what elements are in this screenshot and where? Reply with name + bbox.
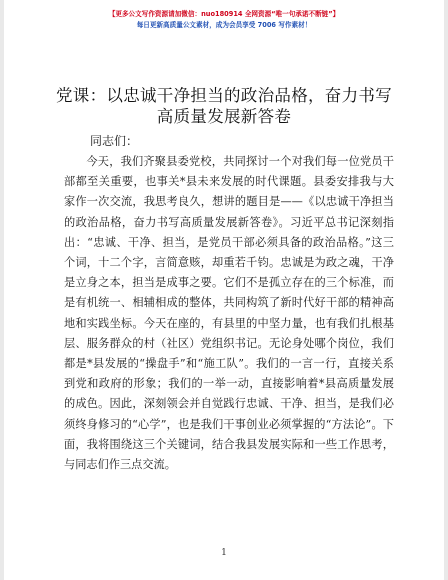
document-page [4,0,444,580]
page-number: 1 [221,548,227,558]
document-title-line2: 高质量发展新答卷 [156,107,292,126]
promo-banner-line1: 【更多公文写作资源请加微信：nuo180914 全网资源“唯一句承诺不断链”】 [108,10,340,18]
document-body [64,152,394,475]
document-title-line1: 党课：以忠诚干净担当的政治品格，奋力书写 [56,86,392,105]
promo-banner-line2: 每日更新高质量公文素材，成为会员享受 7006 写作素材！ [136,21,312,29]
salutation: 同志们： [90,134,139,148]
body-paragraph: 今天，我们齐聚县委党校，共同探讨一个对我们每一位党员干部都至关重要，也事关*县未来发展的时代课题。县委安排我与大家作一次交流，我思考良久，想讲的题目是——《以忠诚干净担当的政治品格，奋力书写高质量发展新答卷》。习近平总书记深刻指出：“忠诚、干净、担当，是党员干部必须具备的政治品格。”这三个词，十二个字，言简意赅，却重若千钧。忠诚是为政之魂，干净是立身之本，担当是成事之要。它们不是孤立存在的三个标准，而是有机统一、相辅相成的整体，共同构筑了新时代好干部的精神高地和实践坐标。今天在座的，有县里的中坚力量，也有我们扎根基层、服务群众的村（社区）党组织书记。无论身处哪个岗位，我们都是*县发展的“操盘手”和“施工队”。我们的一言一行，直接关系到党和政府的形象；我们的一举一动，直接影响着*县高质量发展的成色。因此，深刻领会并自觉践行忠诚、干净、担当，是我们必须终身修习的“心学”，也是我们干事创业必须掌握的“方法论”。下面，我将围绕这三个关键词，结合我县发展实际和一些工作思考，与同志们作三点交流。 [64,155,394,472]
